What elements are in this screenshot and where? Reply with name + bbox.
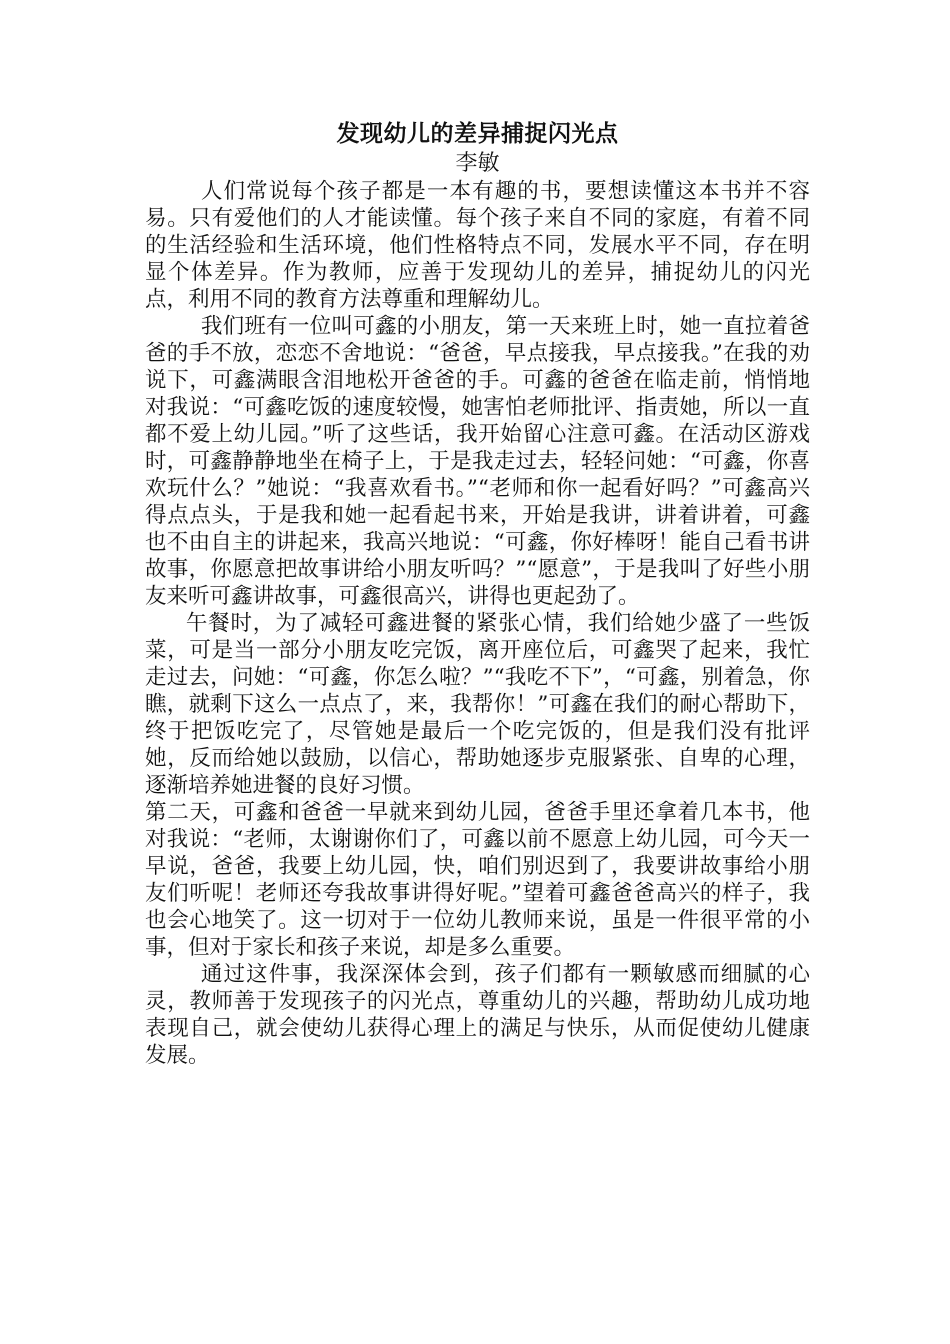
paragraph-4: 第二天，可鑫和爸爸一早就来到幼儿园，爸爸手里还拿着几本书，他对我说：“老师，太谢谢你们了，可鑫以前不愿意上幼儿园，可今天一早说，爸爸，我要上幼儿园，快，咱们别迟到了，我要讲故事给小朋友们听呢！老师还夸我故事讲得好呢。”望着可鑫爸爸高兴的样子，我也会心地笑了。这一切对于一位幼儿教师来说，虽是一件很平常的小事，但对于家长和孩子来说，却是多么重要。 [145,800,810,960]
paragraph-1: 人们常说每个孩子都是一本有趣的书，要想读懂这本书并不容易。只有爱他们的人才能读懂。每个孩子来自不同的家庭，有着不同的生活经验和生活环境，他们性格特点不同，发展水平不同，存在明显个体差异。作为教师，应善于发现幼儿的差异，捕捉幼儿的闪光点，利用不同的教育方法尊重和理解幼儿。 [145,179,810,312]
paragraph-5: 通过这件事，我深深体会到，孩子们都有一颗敏感而细腻的心灵，教师善于发现孩子的闪光点，尊重幼儿的兴趣，帮助幼儿成功地表现自己，就会使幼儿获得心理上的满足与快乐，从而促使幼儿健康发展。 [145,962,810,1068]
document-page [145,118,810,1069]
document-title: 发现幼儿的差异捕捉闪光点 [336,120,619,147]
document-author: 李敏 [455,151,500,176]
paragraph-2: 我们班有一位叫可鑫的小朋友，第一天来班上时，她一直拉着爸爸的手不放，恋恋不舍地说：“爸爸，早点接我，早点接我。”在我的劝说下，可鑫满眼含泪地松开爸爸的手。可鑫的爸爸在临走前，悄悄地对我说：“可鑫吃饭的速度较慢，她害怕老师批评、指责她，所以一直都不爱上幼儿园。”听了这些话，我开始留心注意可鑫。在活动区游戏时，可鑫静静地坐在椅子上，于是我走过去，轻轻问她：“可鑫，你喜欢玩什么？”她说：“我喜欢看书。”“老师和你一起看好吗？”可鑫高兴得点点头，于是我和她一起看起书来，开始是我讲，讲着讲着，可鑫也不由自主的讲起来，我高兴地说：“可鑫，你好棒呀！能自己看书讲故事，你愿意把故事讲给小朋友听吗？”“愿意”，于是我叫了好些小朋友来听可鑫讲故事，可鑫很高兴，讲得也更起劲了。 [145,314,810,609]
paragraph-3: 午餐时，为了减轻可鑫进餐的紧张心情，我们给她少盛了一些饭菜，可是当一部分小朋友吃完饭，离开座位后，可鑫哭了起来，我忙走过去，问她：“可鑫，你怎么啦？”“我吃不下”，“可鑫，别着急，你瞧，就剩下这么一点点了，来，我帮你！”可鑫在我们的耐心帮助下，终于把饭吃完了，尽管她是最后一个吃完饭的，但是我们没有批评她，反而给她以鼓励，以信心，帮助她逐步克服紧张、自卑的心理，逐渐培养她进餐的良好习惯。 [145,611,810,798]
